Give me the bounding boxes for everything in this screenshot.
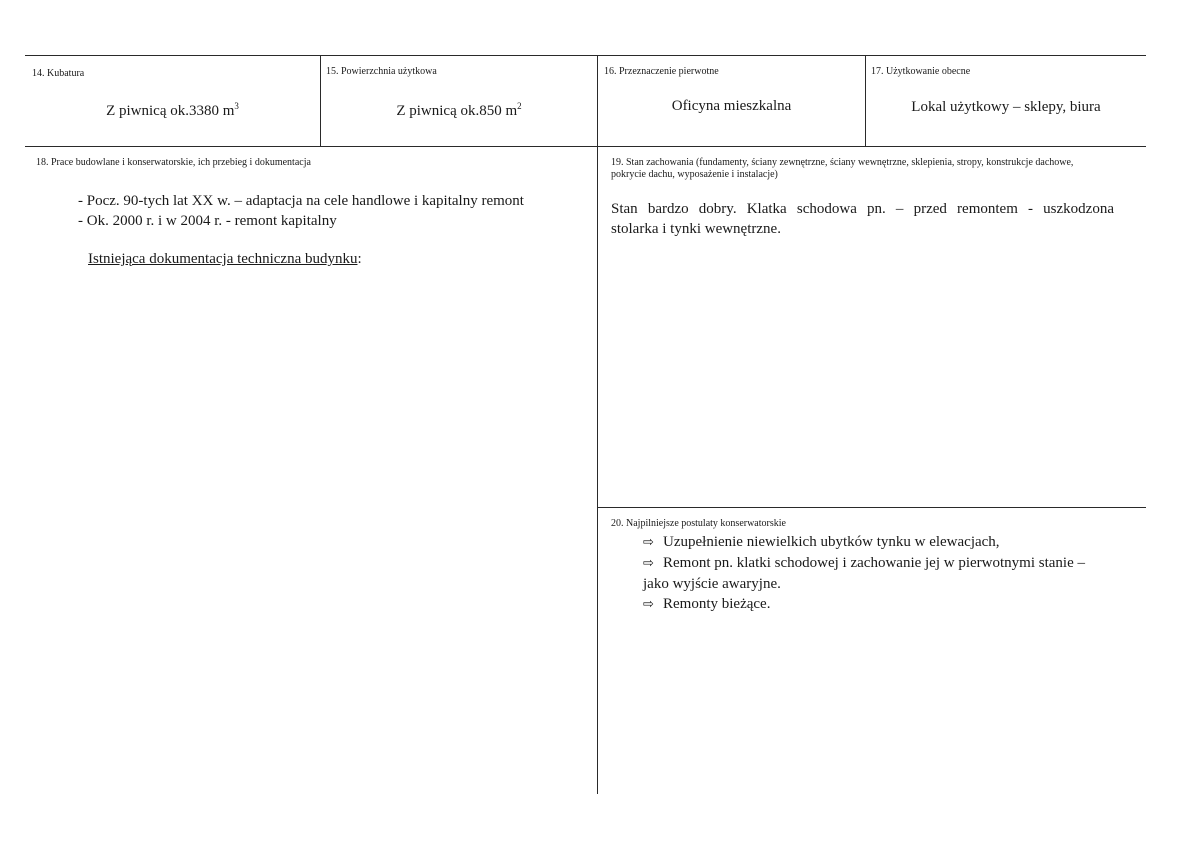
field-15-label: 15. Powierzchnia użytkowa [326,66,437,77]
field-20-item-3 [643,594,1085,615]
field-16-value: Oficyna mieszkalna [671,98,792,114]
field-20-item-1 [643,532,1085,553]
field-15-value [321,96,597,121]
field-19-label-line-1: 19. Stan zachowania (fundamenty, ściany zewnętrzne, ściany wewnętrzne, sklepienia, stropy, konstrukcje dachowe, [611,157,1074,168]
field-20-items [643,532,1085,615]
field-20-item-2 [643,553,1085,574]
field-14-value-sup: 3 [234,101,239,111]
arrow-right-icon: ⇨ [643,597,654,612]
field-14-value [25,96,320,121]
field-20-item-1-text: Uzupełnienie niewielkich ubytków tynku w elewacjach, [663,534,1000,550]
row1-bottom-line [25,146,1146,147]
field-18-item-1: - Pocz. 90-tych lat XX w. – adaptacja na cele handlowe i kapitalny remont [78,193,524,209]
field-16-label: 16. Przeznaczenie pierwotne [604,66,719,77]
arrow-right-icon: ⇨ [643,535,654,550]
field-19-label-line-2: pokrycie dachu, wyposażenie i instalacje) [611,169,778,180]
field-19-text-line-2: stolarka i tynki wewnętrzne. [611,221,781,237]
field-18-doc-heading [88,249,362,269]
field-20-item-2-text: Remont pn. klatki schodowej i zachowanie jej w pierwotnymi stanie – [663,555,1085,571]
field-14-label: 14. Kubatura [32,68,85,79]
field-18-item-2: - Ok. 2000 r. i w 2004 r. - remont kapitalny [78,213,337,229]
top-border-line [25,55,1146,56]
f19-f20-divider-line [597,507,1146,508]
field-15-value-sup: 2 [517,101,522,111]
field-18-doc-heading-text: Istniejąca dokumentacja techniczna budynku [88,251,358,267]
field-18-label: 18. Prace budowlane i konserwatorskie, ich przebieg i dokumentacja [36,157,311,168]
field-19-text [611,199,1114,239]
col2-divider-line [597,55,598,794]
field-15-value-text: Z piwnicą ok.850 m [396,103,518,119]
field-20-item-3-text: Remonty bieżące. [663,596,771,612]
field-17-label: 17. Użytkowanie obecne [871,66,971,77]
field-17-value: Lokal użytkowy – sklepy, biura [911,99,1101,115]
field-20-label: 20. Najpilniejsze postulaty konserwatorskie [611,518,786,529]
arrow-right-icon: ⇨ [643,556,654,571]
field-20-item-2-continuation: jako wyjście awaryjne. [643,576,781,592]
field-18-items [78,191,524,231]
field-18-doc-heading-colon: : [357,251,362,267]
field-19-text-line-1: Stan bardzo dobry. Klatka schodowa pn. – przed remontem - uszkodzona [611,201,1114,217]
field-19-label [611,157,1141,181]
field-14-value-text: Z piwnicą ok.3380 m [106,103,235,119]
